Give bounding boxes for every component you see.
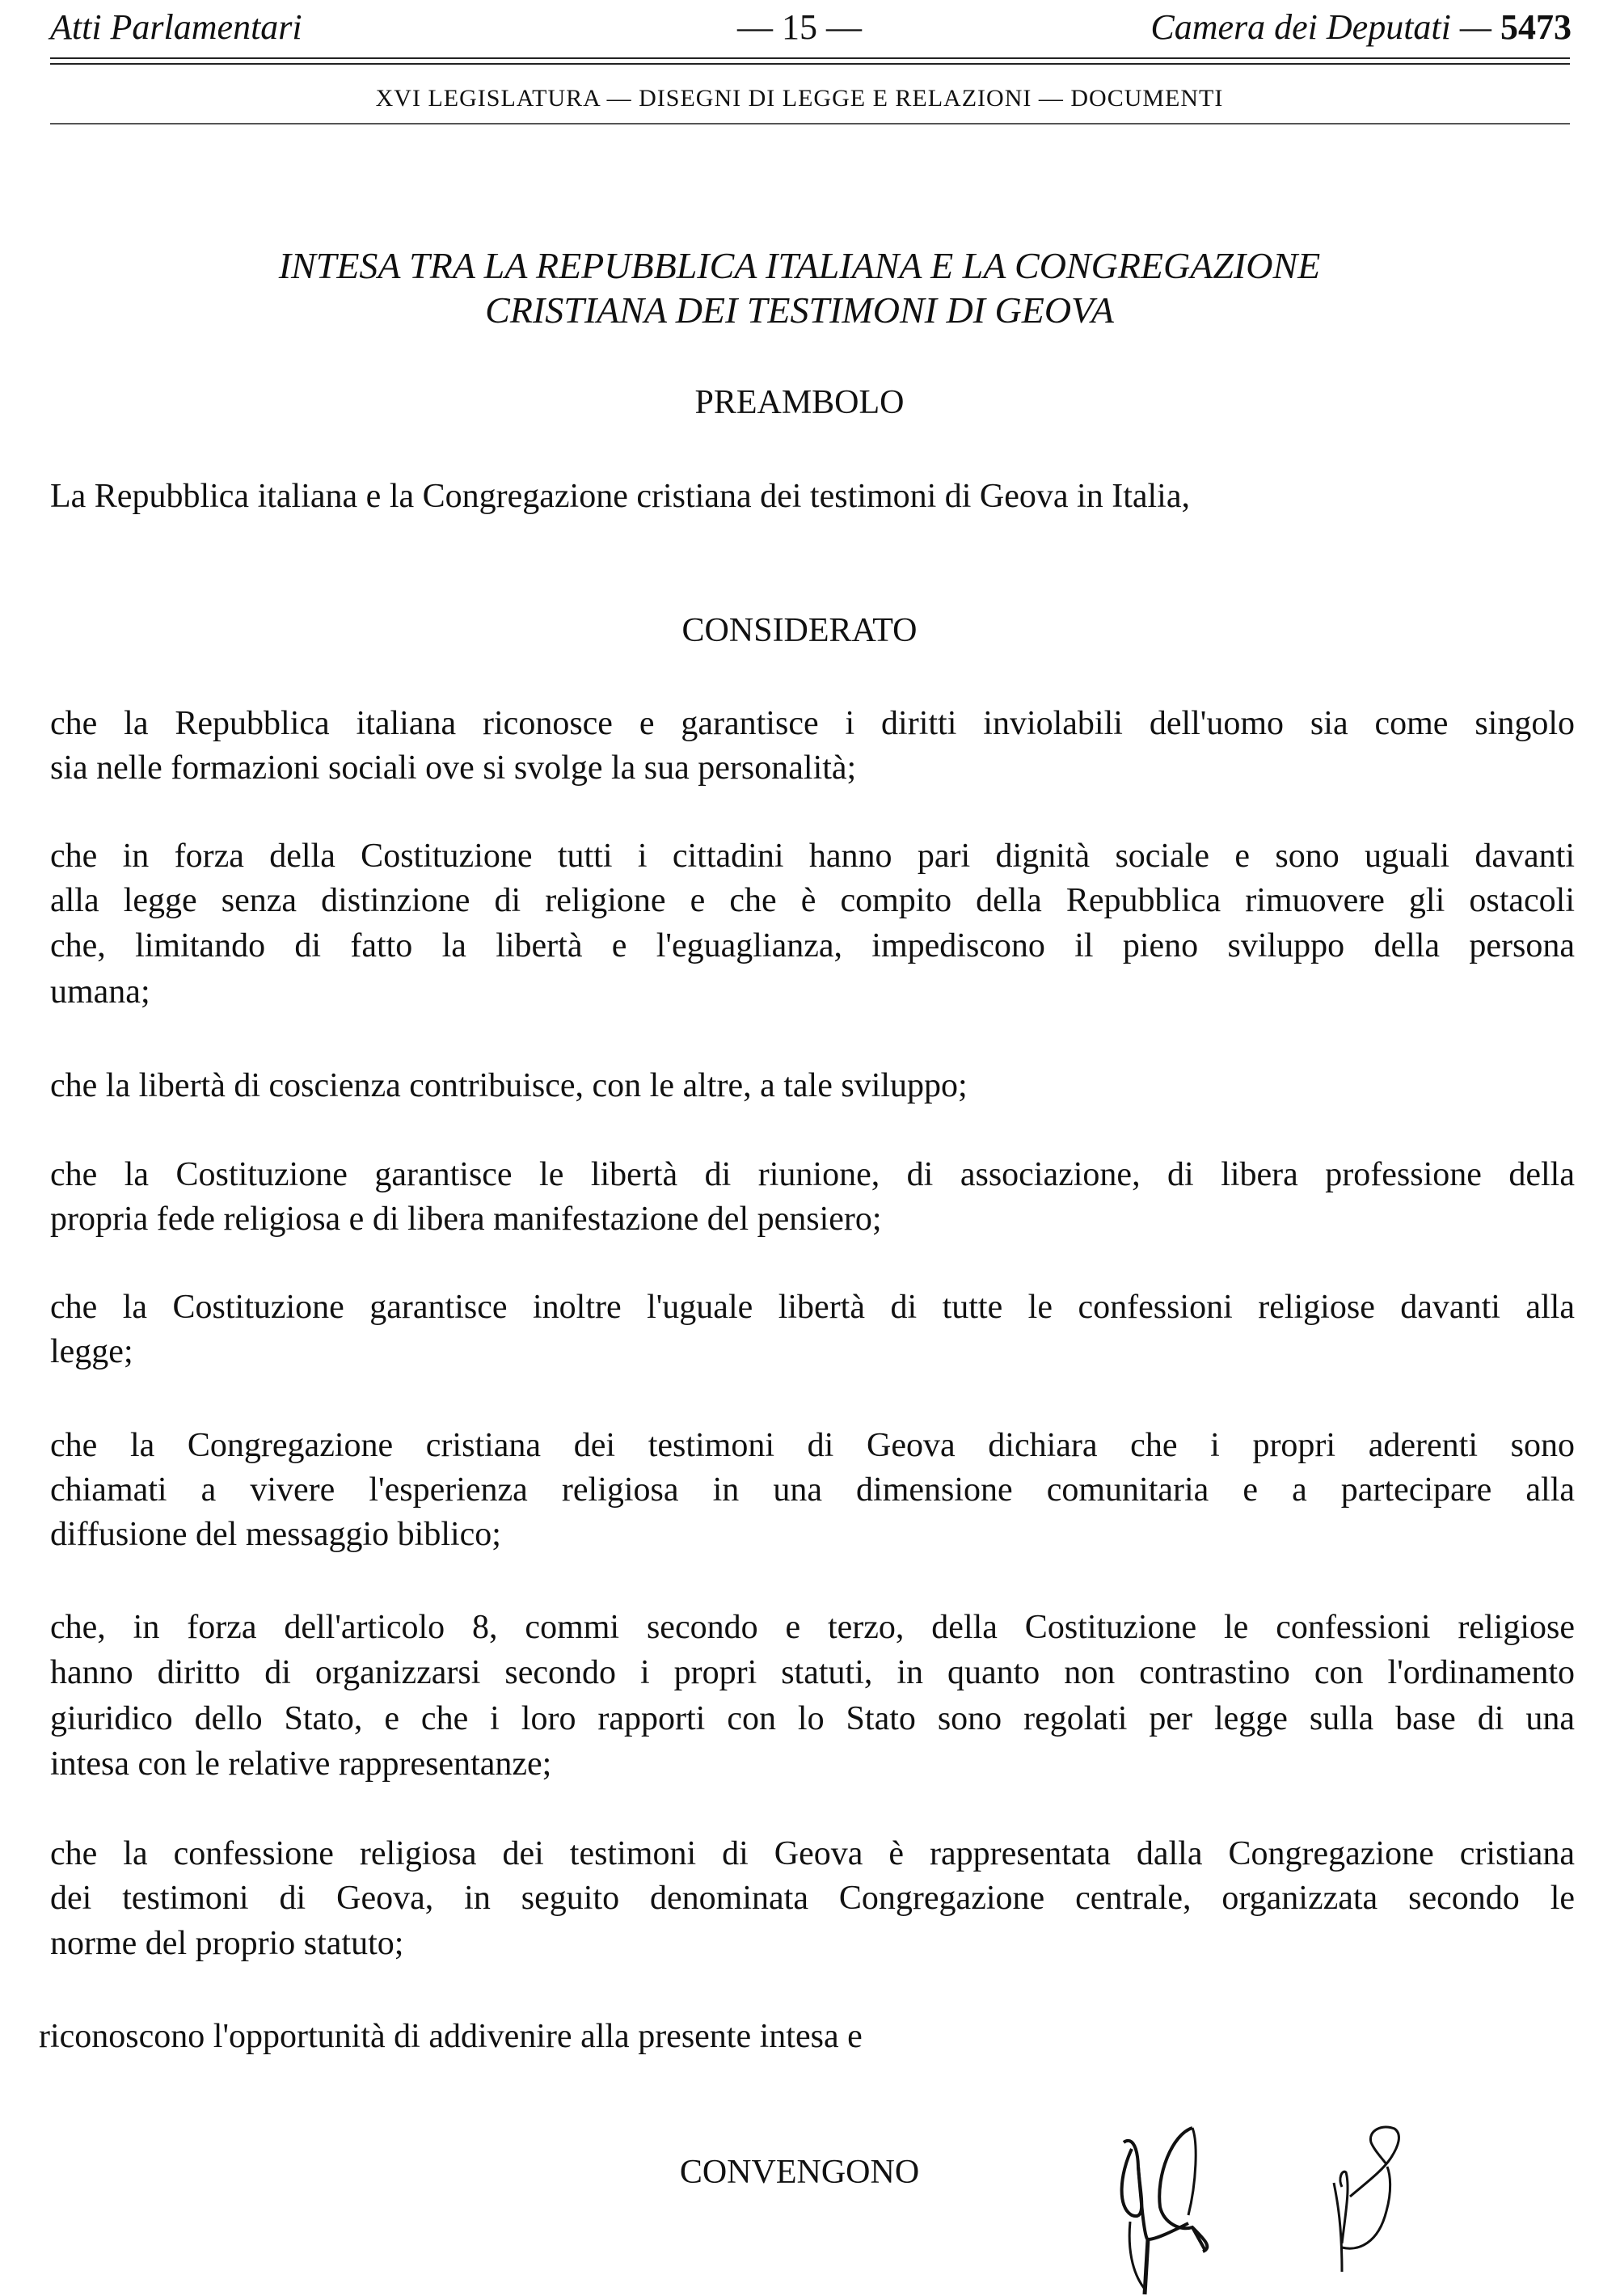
signature-2 (1318, 2122, 1415, 2284)
paragraph-line: norme del proprio statuto; (50, 1925, 404, 1962)
paragraph-line: diffusione del messaggio biblico; (50, 1516, 501, 1553)
header-document-number: 5473 (1500, 7, 1572, 47)
paragraph-line: legge; (50, 1333, 133, 1370)
paragraph-line: chiamati a vivere l'esperienza religiosa in una dimensione comunitaria e a partecipare alla (50, 1471, 1575, 1509)
paragraph-line: sia nelle formazioni sociali ove si svolge la sua personalità; (50, 749, 857, 787)
header-rule-top (50, 57, 1570, 59)
document-title-line-2: CRISTIANA DEI TESTIMONI DI GEOVA (485, 289, 1114, 331)
page-number: — 15 — (737, 7, 862, 47)
paragraph-line: intesa con le relative rappresentanze; (50, 1745, 552, 1783)
paragraph-line: propria fede religiosa e di libera manifestazione del pensiero; (50, 1201, 882, 1238)
paragraph-line: che la Costituzione garantisce le libertà di riunione, di associazione, di libera professione della (50, 1156, 1575, 1193)
paragraph-line: che la Repubblica italiana riconosce e garantisce i diritti inviolabili dell'uomo sia come singolo (50, 705, 1575, 742)
paragraph-line: che la Costituzione garantisce inoltre l'uguale libertà di tutte le confessioni religiose davanti alla (50, 1289, 1575, 1326)
header-left: Atti Parlamentari (50, 7, 302, 47)
header-right (1150, 6, 1572, 49)
signature-1 (1116, 2118, 1229, 2296)
considerato-heading: CONSIDERATO (681, 612, 918, 649)
document-title-line-1: INTESA TRA LA REPUBBLICA ITALIANA E LA CONGREGAZIONE (278, 245, 1321, 286)
paragraph-line: hanno diritto di organizzarsi secondo i propri statuti, in quanto non contrastino con l'ordinamento (50, 1654, 1575, 1691)
subheader: XVI LEGISLATURA — DISEGNI DI LEGGE E RELAZIONI — DOCUMENTI (375, 85, 1224, 112)
paragraph-line: che la libertà di coscienza contribuisce, con le altre, a tale sviluppo; (50, 1067, 968, 1104)
paragraph-line: giuridico dello Stato, e che i loro rapporti con lo Stato sono regolati per legge sulla base di una (50, 1700, 1575, 1737)
paragraph-line: che la Congregazione cristiana dei testimoni di Geova dichiara che i propri aderenti sono (50, 1427, 1575, 1464)
paragraph-line: che, in forza dell'articolo 8, commi secondo e terzo, della Costituzione le confessioni religiose (50, 1609, 1575, 1646)
paragraph-line: che in forza della Costituzione tutti i cittadini hanno pari dignità sociale e sono uguali davanti (50, 838, 1575, 875)
paragraph-line: che, limitando di fatto la libertà e l'eguaglianza, impediscono il pieno sviluppo della persona (50, 927, 1575, 964)
paragraph-line: alla legge senza distinzione di religione e che è compito della Repubblica rimuovere gli ostacoli (50, 882, 1575, 919)
subheader-rule (50, 123, 1570, 125)
convengono-heading: CONVENGONO (679, 2154, 920, 2191)
closing-statement: riconoscono l'opportunità di addivenire alla presente intesa e (39, 2018, 863, 2055)
paragraph-line: dei testimoni di Geova, in seguito denominata Congregazione centrale, organizzata secondo le (50, 1880, 1575, 1917)
header-rule-bottom (50, 63, 1570, 65)
paragraph-line: che la confessione religiosa dei testimoni di Geova è rappresentata dalla Congregazione cristiana (50, 1835, 1575, 1872)
preamble-heading: PREAMBOLO (694, 384, 905, 421)
paragraph-line: umana; (50, 973, 150, 1011)
header-right-label: Camera dei Deputati — (1150, 7, 1491, 47)
parties-statement: La Repubblica italiana e la Congregazione cristiana dei testimoni di Geova in Italia, (50, 478, 1190, 515)
